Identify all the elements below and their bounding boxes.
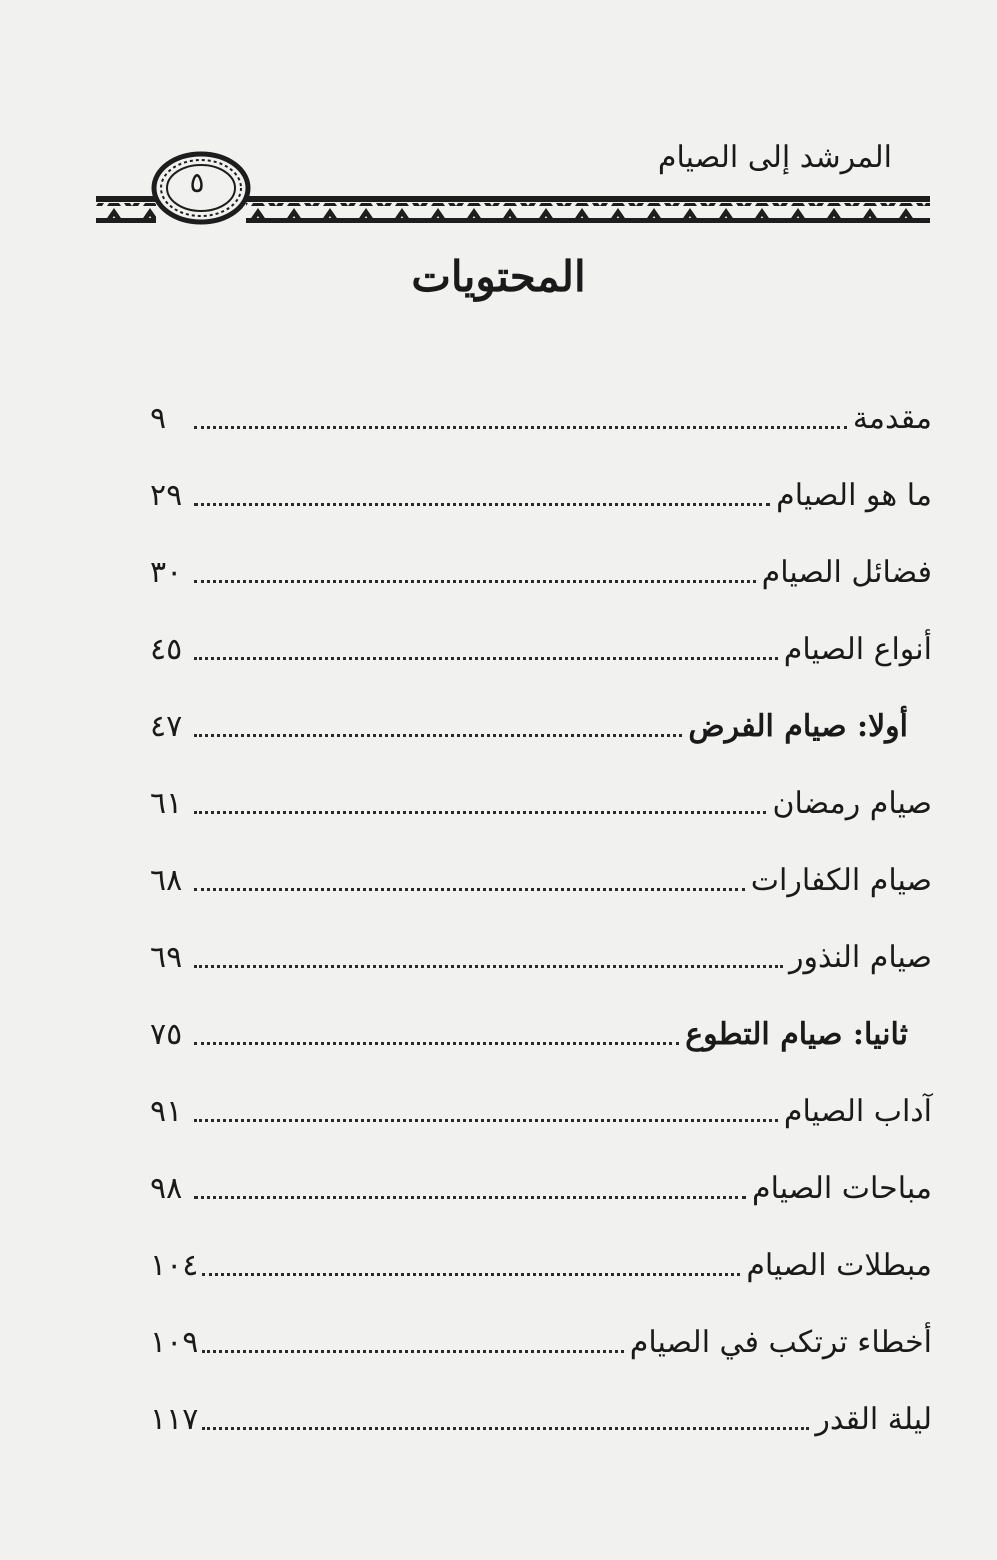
toc-entry: [150, 380, 932, 457]
toc-entry-page: ٣٠: [150, 555, 183, 590]
toc-entry: [150, 611, 932, 688]
toc-entry-page: ٦١: [150, 786, 183, 821]
toc-entry-label: أنواع الصيام: [783, 632, 932, 667]
toc-entry-label: مقدمة: [852, 401, 932, 436]
dot-leader: [194, 888, 745, 891]
toc-entry-label: ثانيا: صيام التطوع: [685, 1017, 908, 1052]
table-of-contents: [150, 380, 932, 1458]
toc-entry: [150, 534, 932, 611]
toc-entry-label: مبطلات الصيام: [746, 1248, 932, 1283]
toc-entry-page: ١١٧: [150, 1402, 199, 1437]
dot-leader: [194, 965, 783, 968]
toc-entry-label: مباحات الصيام: [752, 1171, 932, 1206]
toc-entry-page: ٦٩: [150, 940, 183, 975]
dot-leader: [194, 580, 756, 583]
dot-leader: [202, 1350, 623, 1353]
toc-entry-page: ٢٩: [150, 478, 183, 513]
dot-leader: [194, 1196, 746, 1199]
toc-entry-label: فضائل الصيام: [761, 555, 932, 590]
toc-entry-page: ٩١: [150, 1094, 183, 1129]
toc-entry-label: صيام النذور: [788, 940, 932, 975]
page-title: المحتويات: [411, 252, 586, 301]
toc-entry-label: آداب الصيام: [783, 1094, 932, 1129]
dot-leader: [202, 1427, 809, 1430]
toc-entry: [150, 1073, 932, 1150]
dot-leader: [194, 811, 766, 814]
toc-entry-label: ما هو الصيام: [776, 478, 932, 513]
toc-entry-label: أخطاء ترتكب في الصيام: [629, 1325, 932, 1360]
dot-leader: [194, 426, 847, 429]
toc-entry-page: ٤٧: [150, 709, 183, 744]
toc-entry: [150, 688, 932, 765]
toc-entry-page: ٩: [150, 401, 167, 436]
toc-entry-label: أولا: صيام الفرض: [688, 709, 908, 744]
toc-entry: [150, 1381, 932, 1458]
toc-entry: [150, 1304, 932, 1381]
dot-leader: [194, 1119, 778, 1122]
toc-entry-label: ليلة القدر: [815, 1402, 932, 1437]
toc-entry: [150, 457, 932, 534]
dot-leader: [194, 503, 770, 506]
toc-entry-page: ٤٥: [150, 632, 183, 667]
toc-entry-page: ٦٨: [150, 863, 183, 898]
dot-leader: [194, 734, 682, 737]
toc-entry-page: ٩٨: [150, 1171, 183, 1206]
toc-entry: [150, 1227, 932, 1304]
page-number: ٥: [189, 166, 205, 199]
toc-entry: [150, 1150, 932, 1227]
toc-entry: [150, 996, 932, 1073]
dot-leader: [202, 1273, 740, 1276]
dot-leader: [194, 1042, 679, 1045]
toc-entry-page: ١٠٩: [150, 1325, 199, 1360]
toc-entry: [150, 919, 932, 996]
toc-entry-label: صيام رمضان: [772, 786, 932, 821]
toc-entry-page: ١٠٤: [150, 1248, 199, 1283]
dot-leader: [194, 657, 778, 660]
toc-entry-page: ٧٥: [150, 1017, 183, 1052]
running-header-title: المرشد إلى الصيام: [657, 140, 892, 175]
toc-entry-label: صيام الكفارات: [750, 863, 932, 898]
toc-entry: [150, 765, 932, 842]
toc-entry: [150, 842, 932, 919]
